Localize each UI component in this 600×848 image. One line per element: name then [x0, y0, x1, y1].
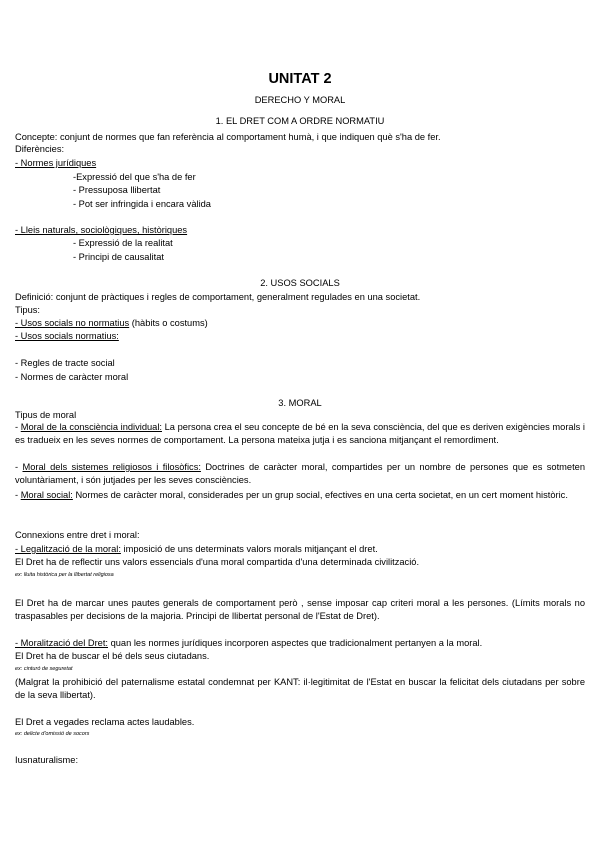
legalitzacio-label: - Legalització de la moral:: [15, 544, 121, 554]
moral-social-paragraph: - Moral social: Normes de caràcter moral, considerades per un grup social, efectives en una certa societat, en un cert moment històric.: [15, 490, 568, 500]
connexions-label: Connexions entre dret i moral:: [15, 530, 140, 540]
normes-item: - Pressuposa llibertat: [73, 185, 161, 195]
concepte-line: Concepte: conjunt de normes que fan referència al comportament humà, i que indiquen què s'ha de fer.: [15, 132, 441, 142]
page-title: UNITAT 2: [268, 71, 332, 87]
moral-social-label: Moral social:: [20, 490, 73, 500]
laudables-example: ex: delicte d'omissió de socors: [15, 731, 90, 737]
moralitzacio-text: quan les normes jurídiques incorporen aspectes que tradicionalment pertanyen a la moral.: [108, 638, 483, 648]
section-2-heading: 2. USOS SOCIALS: [260, 278, 340, 288]
malgrat-paragraph: (Malgrat la prohibició del paternalisme estatal condemnat per KANT: il·legitimitat de l'Estat en buscar la felicitat dels ciutadans per sobre de la seva llibertat).: [15, 677, 585, 700]
usos-no-normatius-line: [15, 317, 208, 329]
iusnaturalisme-label: Iusnaturalisme:: [15, 755, 79, 765]
laudables-line: El Dret a vegades reclama actes laudables.: [15, 717, 195, 727]
definicio-line: Definició: conjunt de pràctiques i regles de comportament, generalment regulades en una societat.: [15, 292, 421, 302]
section-1-heading: 1. EL DRET COM A ORDRE NORMATIU: [215, 116, 385, 126]
moralitzacio-line-2: El Dret ha de buscar el bé dels seus ciutadans.: [15, 651, 210, 661]
usos-normatius-label: - Usos socials normatius:: [15, 331, 119, 341]
moral-social-text: Normes de caràcter moral, considerades per un grup social, efectives en una certa societat, en un cert moment històric.: [72, 490, 568, 500]
moral-religiosos-text: Doctrines de caràcter moral, compartides per un nombre de persones que es sotmeten voluntàriament, i són jutjades per les seves consciències.: [15, 462, 585, 485]
legalitzacio-line-2: El Dret ha de reflectir uns valors essencials d'una moral compartida d'una determinada civilització.: [15, 557, 420, 567]
moralitzacio-line: [15, 637, 482, 649]
legalitzacio-example: ex: lluita històrica per la llibertat religiosa: [15, 572, 114, 578]
usos-no-normatius-detail: (hàbits o costums): [129, 318, 208, 328]
moral-religiosos-paragraph: - Moral dels sistemes religiosos i filosòfics: Doctrines de caràcter moral, compartides per un nombre de persones que es sotmeten voluntàriament, i són jutjades per les seves consciències.: [15, 462, 585, 485]
usos-item: - Normes de caràcter moral: [15, 372, 129, 382]
dret-pautes-paragraph: El Dret ha de marcar unes pautes generals de comportament però , sense imposar cap criteri moral a les persones. (Límits morals no traspasables per decisions de la majoria. Principi de llibertat personal de l'Estat de Dret).: [15, 598, 585, 621]
tipus-label: Tipus:: [15, 305, 40, 315]
moral-consciencia-text: La persona crea el seu concepte de bé en la seva consciència, del que es deriven exigències morals i es tradueix en les seves normes de comportament. La persona mateixa jutja i es sanciona mitjançant el remordiment.: [15, 422, 585, 445]
usos-no-normatius-label: - Usos socials no normatius: [15, 318, 130, 328]
legalitzacio-line: [15, 543, 378, 555]
moral-religiosos-label: Moral dels sistemes religiosos i filosòfics:: [22, 462, 201, 472]
normes-juridiques-label: - Normes jurídiques: [15, 158, 97, 168]
page-subtitle: DERECHO Y MORAL: [254, 95, 346, 105]
normes-item: - Pot ser infringida i encara vàlida: [73, 199, 211, 209]
diferencies-label: Diferències:: [15, 144, 65, 154]
moral-consciencia-label: Moral de la consciència individual:: [20, 422, 162, 432]
lleis-item: - Expressió de la realitat: [73, 238, 173, 248]
normes-item: -Expressió del que s'ha de fer: [73, 172, 196, 182]
moral-consciencia-paragraph: - Moral de la consciència individual: La persona crea el seu concepte de bé en la seva consciència, del que es deriven exigències morals i es tradueix en les seves normes de comportament. La persona mateixa jutja i es sanciona mitjançant el remordiment.: [15, 422, 585, 445]
moralitzacio-label: - Moralització del Dret:: [15, 638, 108, 648]
lleis-item: - Principi de causalitat: [73, 252, 164, 262]
section-3-heading: 3. MORAL: [278, 398, 322, 408]
lleis-naturals-label: - Lleis naturals, sociològiques, històriques: [15, 225, 188, 235]
legalitzacio-text: imposició de uns determinats valors morals mitjançant el dret.: [120, 544, 378, 554]
usos-item: - Regles de tracte social: [15, 358, 115, 368]
moralitzacio-example: ex: cinturó de seguretat: [15, 666, 73, 672]
tipus-moral-label: Tipus de moral: [15, 410, 77, 420]
